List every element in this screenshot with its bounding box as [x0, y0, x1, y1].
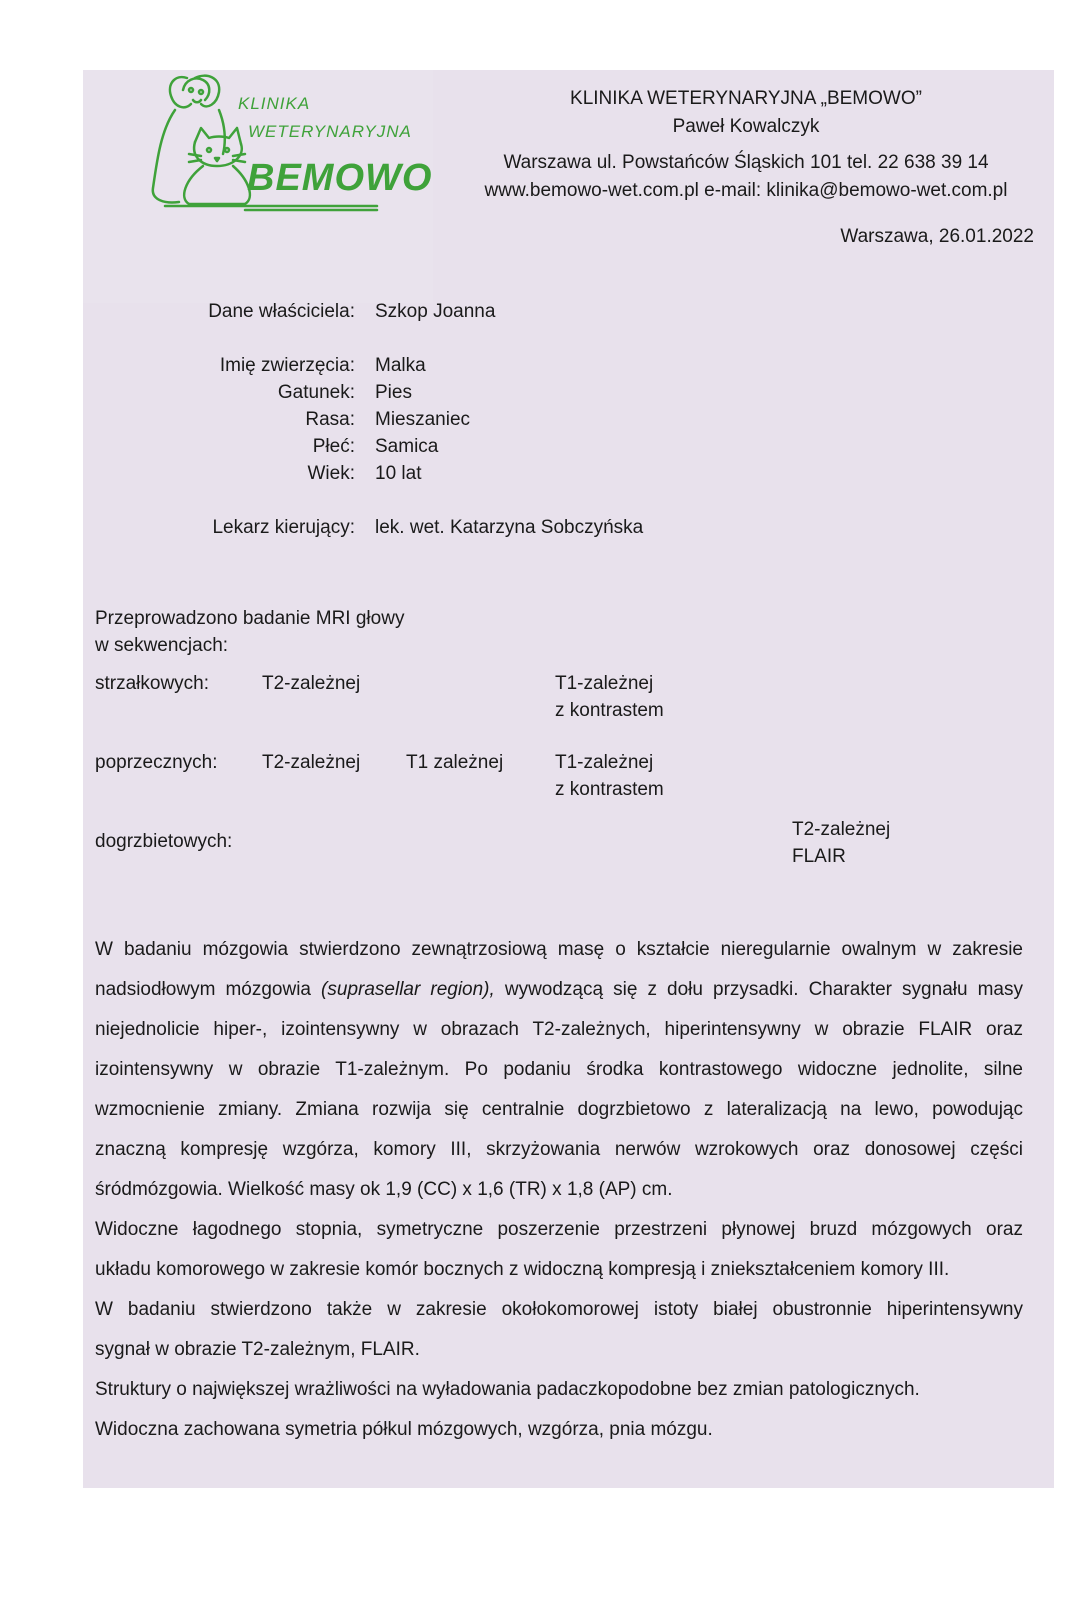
clinic-contact: www.bemowo-wet.com.pl e-mail: klinika@bemowo-wet.com.pl	[484, 180, 1008, 201]
patient-values	[375, 298, 975, 541]
document-date: Warszawa, 26.01.2022	[840, 226, 1034, 247]
mri-sagittal-t1c-line1: T1-zależnej	[555, 673, 654, 694]
mri-dorsal-flair-line2: FLAIR	[792, 846, 846, 867]
species-value: Pies	[375, 382, 412, 403]
mri-intro-line2: w sekwencjach:	[95, 635, 229, 656]
clinic-name: KLINIKA WETERYNARYJNA „BEMOWO”	[570, 88, 922, 109]
doctor-value: lek. wet. Katarzyna Sobczyńska	[375, 517, 644, 538]
findings-line: wzmocnienie zmiany. Zmiana rozwija się centralnie dogrzbietowo z lateralizacją na lewo, powodując	[95, 1099, 1023, 1120]
mri-dorsal-flair-line1: T2-zależnej	[792, 819, 891, 840]
mri-transverse-label: poprzecznych:	[95, 752, 218, 773]
clinic-header	[440, 85, 1052, 205]
patient-labels	[95, 298, 355, 541]
owner-label: Dane właściciela:	[208, 301, 355, 322]
mri-transverse-t1c	[555, 749, 664, 803]
age-label: Wiek:	[307, 463, 355, 484]
logo-text-weterynaryjna: WETERYNARYJNA	[248, 122, 412, 141]
findings-text-span: wywodzącą się z dołu przysadki. Charakter sygnału masy	[494, 979, 1023, 1000]
findings-italic-term: (suprasellar region),	[321, 979, 495, 1000]
mri-transverse-t2: T2-zależnej	[262, 752, 361, 773]
species-label: Gatunek:	[277, 382, 355, 403]
owner-value: Szkop Joanna	[375, 301, 496, 322]
findings-line: Struktury o największej wrażliwości na wyładowania padaczkopodobne bez zmian patologicznych.	[95, 1379, 920, 1400]
findings-line: śródmózgowia. Wielkość masy ok 1,9 (CC) x 1,6 (TR) x 1,8 (AP) cm.	[95, 1179, 673, 1200]
breed-value: Mieszaniec	[375, 409, 471, 430]
mri-sagittal-label: strzałkowych:	[95, 673, 210, 694]
clinic-owner: Paweł Kowalczyk	[672, 116, 820, 137]
animal-name-value: Malka	[375, 355, 426, 376]
sex-label: Płeć:	[312, 436, 355, 457]
doctor-label: Lekarz kierujący:	[212, 517, 355, 538]
sex-value: Samica	[375, 436, 439, 457]
mri-sagittal-t1c	[555, 670, 664, 724]
breed-label: Rasa:	[305, 409, 355, 430]
findings-line: izointensywny w obrazie T1-zależnym. Po podaniu środka kontrastowego widoczne jednolite, silne	[95, 1059, 1023, 1080]
findings-line: znaczną kompresję wzgórza, komory III, skrzyżowania nerwów wzrokowych oraz donosowej części	[95, 1139, 1023, 1160]
age-value: 10 lat	[375, 463, 422, 484]
clinic-address: Warszawa ul. Powstańców Śląskich 101 tel. 22 638 39 14	[503, 152, 989, 173]
findings-line: układu komorowego w zakresie komór bocznych z widoczną kompresją i zniekształceniem komory III.	[95, 1259, 950, 1280]
findings-line: sygnał w obrazie T2-zależnym, FLAIR.	[95, 1339, 420, 1360]
mri-sagittal-t1c-line2: z kontrastem	[555, 700, 664, 721]
mri-sagittal-t2: T2-zależnej	[262, 673, 361, 694]
mri-dorsal-flair	[792, 816, 890, 870]
mri-transverse-t1c-line1: T1-zależnej	[555, 752, 654, 773]
mri-intro	[95, 605, 404, 659]
mri-transverse-t1: T1 zależnej	[406, 752, 504, 773]
findings-line: niejednolicie hiper-, izointensywny w obrazach T2-zależnych, hiperintensywny w obrazie FLAIR oraz	[95, 1019, 1023, 1040]
findings-line	[95, 970, 1023, 1010]
findings-line: Widoczne łagodnego stopnia, symetryczne poszerzenie przestrzeni płynowej bruzd mózgowych oraz	[95, 1219, 1023, 1240]
findings-text-span: nadsiodłowym mózgowia	[95, 979, 322, 1000]
mri-transverse-t1c-line2: z kontrastem	[555, 779, 664, 800]
findings-line: W badaniu stwierdzono także w zakresie okołokomorowej istoty białej obustronnie hiperintensywny	[95, 1299, 1023, 1320]
findings-line: Widoczna zachowana symetria półkul mózgowych, wzgórza, pnia mózgu.	[95, 1419, 713, 1440]
findings-line: W badaniu mózgowia stwierdzono zewnątrzosiową masę o kształcie nieregularnie owalnym w zakresie	[95, 939, 1023, 960]
logo-text-bemowo: BEMOWO	[247, 157, 433, 199]
animal-name-label: Imię zwierzęcia:	[219, 355, 355, 376]
logo-text-klinika: KLINIKA	[238, 94, 311, 113]
mri-dorsal-label: dogrzbietowych:	[95, 831, 233, 852]
mri-intro-line1: Przeprowadzono badanie MRI głowy	[95, 608, 405, 629]
